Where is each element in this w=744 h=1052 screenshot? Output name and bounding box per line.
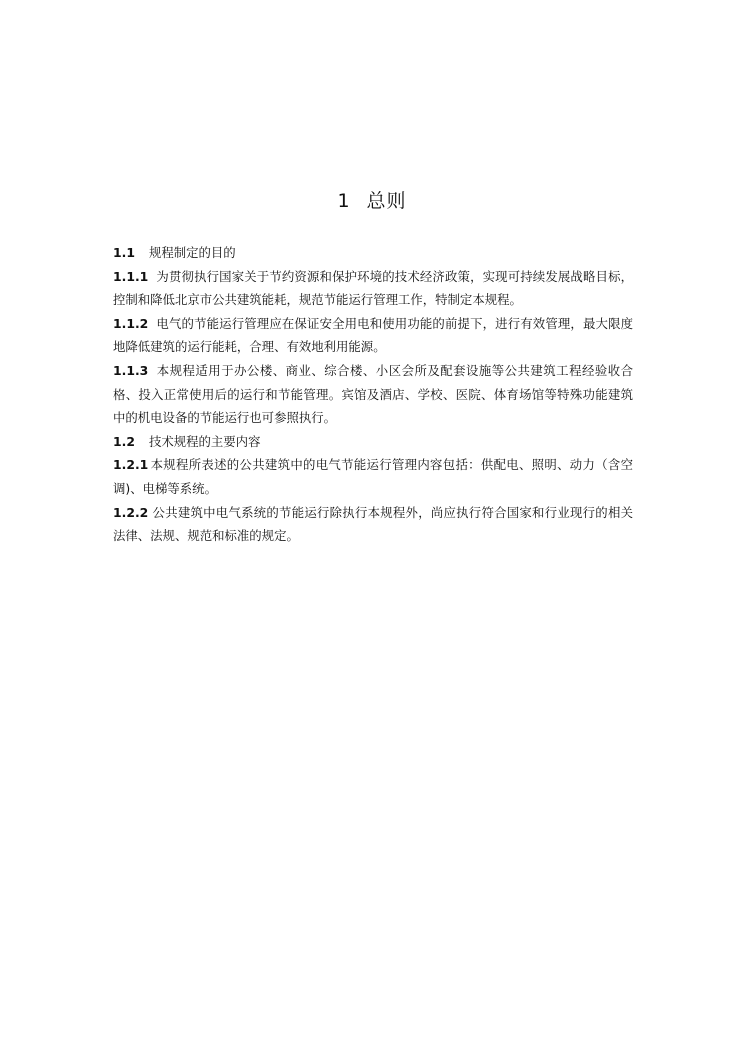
clause-text: 本规程所表述的公共建筑中的电气节能运行管理内容包括：供配电、照明、动力（含空调)、电梯等系统。 — [113, 457, 633, 496]
clause-text: 为贯彻执行国家关于节约资源和保护环境的技术经济政策，实现可持续发展战略目标，控制和降低北京市公共建筑能耗，规范节能运行管理工作，特制定本规程。 — [113, 268, 633, 308]
clause-text: 本规程适用于办公楼、商业、综合楼、小区会所及配套设施等公共建筑工程经验收合格、投入正常使用后的运行和节能管理。宾馆及酒店、学校、医院、体育场馆等特殊功能建筑中的机电设备的节能运行也可参照执行。 — [113, 362, 633, 426]
document-body — [113, 241, 633, 548]
section-number: 1.1 — [113, 245, 135, 260]
clause-text: 公共建筑中电气系统的节能运行除执行本规程外，尚应执行符合国家和行业现行的相关法律、法规、规范和标准的规定。 — [113, 504, 633, 544]
chapter-title — [0, 186, 744, 213]
chapter-number: 1 — [337, 190, 351, 212]
section-heading-1-2 — [113, 430, 633, 454]
section-number: 1.2 — [113, 433, 135, 449]
clause-1-1-3 — [113, 359, 633, 430]
clause-number: 1.2.1 — [113, 457, 149, 473]
clause-number: 1.2.2 — [113, 504, 149, 520]
clause-text: 电气的节能运行管理应在保证安全用电和使用功能的前提下，进行有效管理，最大限度地降低建筑的运行能耗，合理、有效地利用能源。 — [113, 315, 633, 355]
clause-1-2-1 — [113, 453, 633, 500]
clause-1-1-1 — [113, 265, 633, 312]
section-heading-text: 规程制定的目的 — [148, 245, 236, 260]
clause-number: 1.1.1 — [113, 268, 149, 284]
clause-1-2-2 — [113, 501, 633, 548]
section-heading-1-1 — [113, 241, 633, 265]
clause-1-1-2 — [113, 312, 633, 359]
clause-number: 1.1.3 — [113, 362, 149, 378]
section-heading-text: 技术规程的主要内容 — [148, 433, 261, 449]
clause-number: 1.1.2 — [113, 315, 149, 331]
chapter-title-text: 总则 — [366, 190, 407, 212]
